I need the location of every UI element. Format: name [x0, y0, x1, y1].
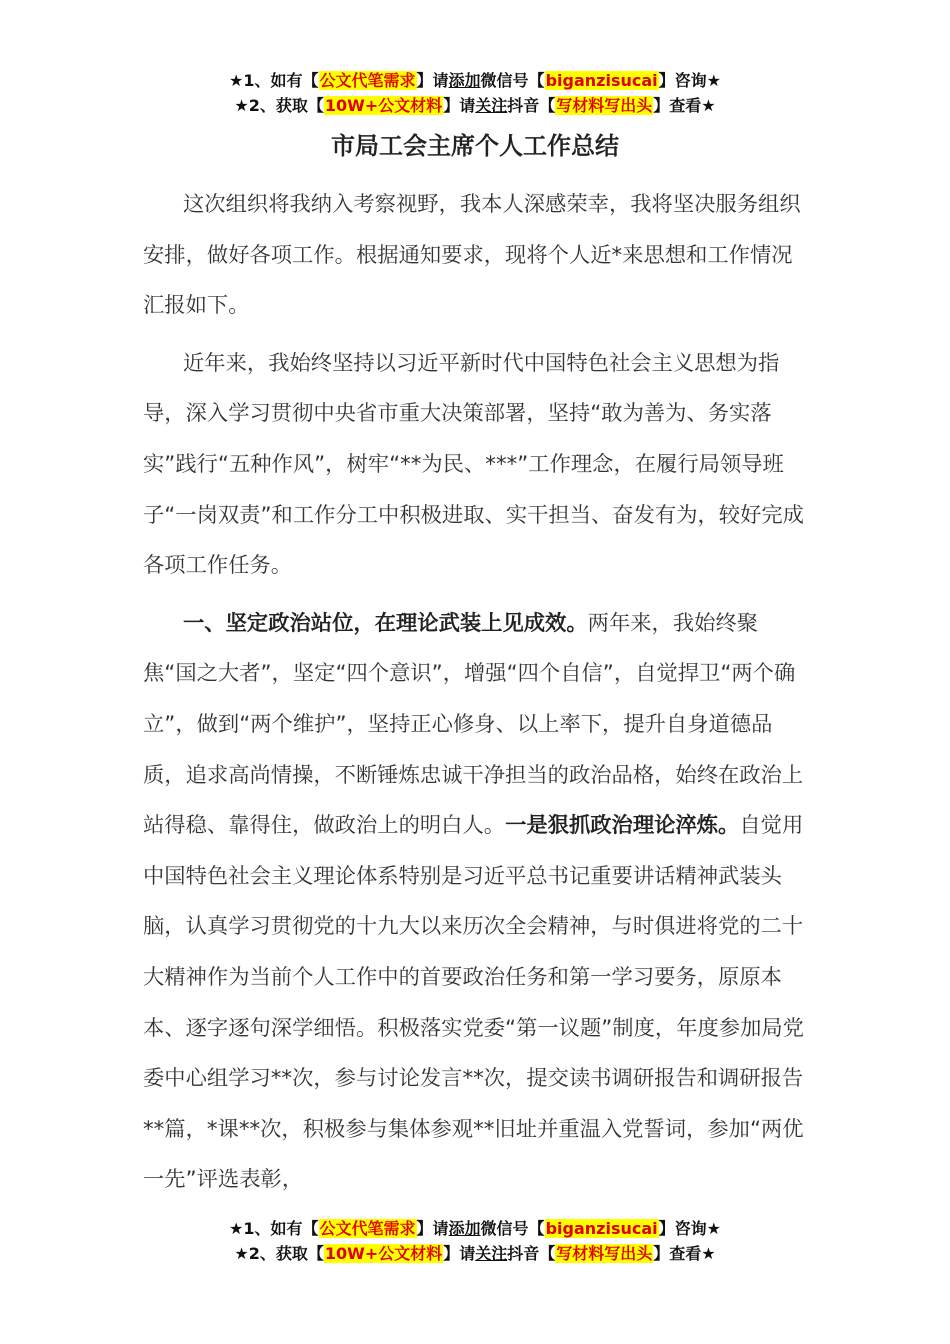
banner-line-2: ★2、获取【10W+公文材料】请关注抖音【写材料写出头】查看★: [234, 1244, 716, 1263]
document-body: [143, 180, 808, 1206]
header-banner: [0, 68, 950, 118]
banner-highlight: biganzisucai: [545, 71, 658, 90]
paragraph-intro: 这次组织将我纳入考察视野，我本人深感荣幸，我将坚决服务组织安排，做好各项工作。根据通知要求，现将个人近*来思想和工作情况汇报如下。: [143, 192, 801, 319]
banner-line-1: ★1、如有【公文代笔需求】请添加微信号【biganzisucai】咨询★: [229, 71, 721, 90]
subsection-heading: 一是狠抓政治理论淬炼。: [505, 813, 740, 839]
banner-highlight: 10W+公文材料: [324, 96, 443, 115]
banner-line-2: ★2、获取【10W+公文材料】请关注抖音【写材料写出头】查看★: [234, 96, 716, 115]
banner-line-1: ★1、如有【公文代笔需求】请添加微信号【biganzisucai】咨询★: [229, 1219, 721, 1238]
paragraph-overview: 近年来，我始终坚持以习近平新时代中国特色社会主义思想为指导，深入学习贯彻中央省市重大决策部署，坚持“敢为善为、务实落实”践行“五种作风”，树牢“**为民、***”工作理念，在履行局领导班子“一岗双责”和工作分工中积极进取、实干担当、奋发有为，较好完成各项工作任务。: [143, 350, 804, 579]
banner-highlight: 写材料写出头: [556, 1244, 653, 1263]
document-title: 市局工会主席个人工作总结: [331, 132, 619, 160]
banner-highlight: 公文代笔需求: [319, 71, 416, 90]
section-heading: 一、坚定政治站位，在理论武装上见成效。: [183, 610, 588, 636]
banner-highlight: 公文代笔需求: [319, 1219, 416, 1238]
banner-highlight: 10W+公文材料: [324, 1244, 443, 1263]
banner-highlight: 写材料写出头: [556, 96, 653, 115]
footer-banner: [0, 1216, 950, 1266]
banner-highlight: biganzisucai: [545, 1219, 658, 1238]
paragraph-section-one: 一、坚定政治站位，在理论武装上见成效。两年来，我始终聚焦“国之大者”，坚定“四个意识”，增强“四个自信”，自觉捍卫“两个确立”，做到“两个维护”，坚持正心修身、以上率下，提升自身道德品质，追求高尚情操，不断锤炼忠诚干净担当的政治品格，始终在政治上站得稳、靠得住，做政治上的明白人。一是狠抓政治理论淬炼。自觉用中国特色社会主义理论体系特别是习近平总书记重要讲话精神武装头脑，认真学习贯彻党的十九大以来历次全会精神，与时俱进将党的二十大精神作为当前个人工作中的首要政治任务和第一学习要务，原原本本、逐字逐句深学细悟。积极落实党委“第一议题”制度，年度参加局党委中心组学习**次，参与讨论发言**次，提交读书调研报告和调研报告**篇，*课**次，积极参与集体参观**旧址并重温入党誓词，参加“两优一先”评选表彰，: [143, 610, 804, 1193]
